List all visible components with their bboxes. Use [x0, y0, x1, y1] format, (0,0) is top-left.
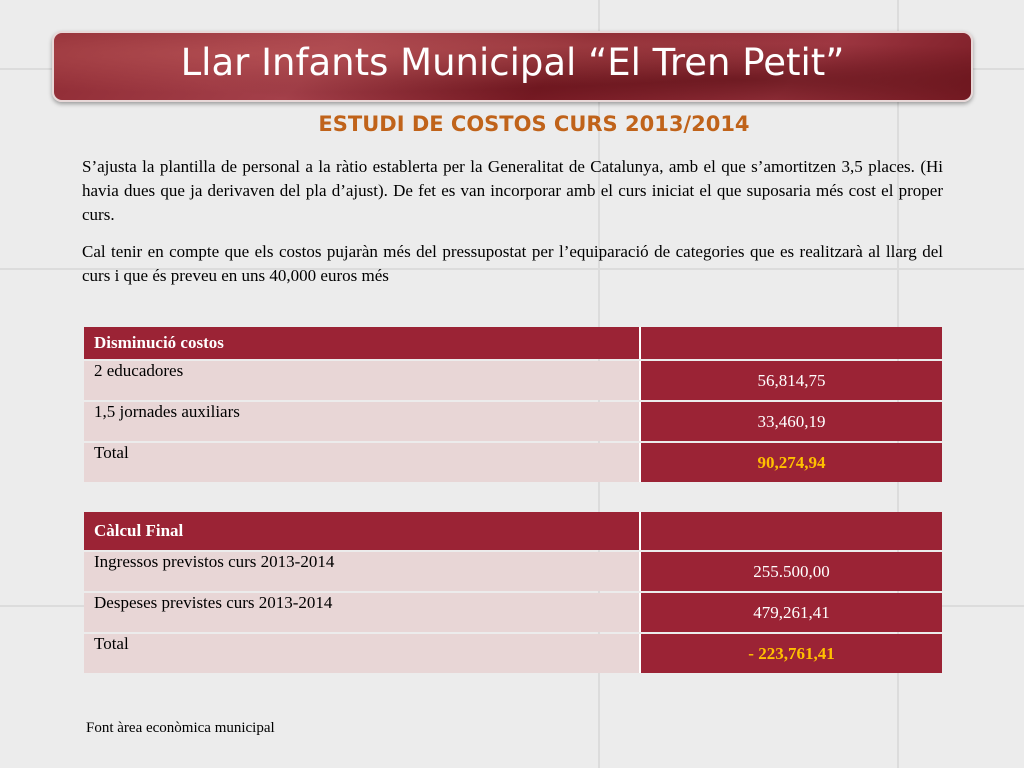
table-row [84, 593, 942, 632]
cost-reduction-table [84, 325, 942, 484]
row-label: 2 educadores [84, 361, 641, 400]
paragraph-staffing: S’ajusta la plantilla de personal a la ràtio establerta per la Generalitat de Catalunya, amb el que s’amortitzen 3,5 places. (Hi havia dues que ja derivaven del pla d’ajust). De fet es van incorporar amb el curs iniciat el que suposaria més cost el proper curs. [82, 157, 943, 224]
row-label: Despeses previstes curs 2013-2014 [84, 593, 641, 632]
table-row [84, 402, 942, 441]
row-label: Ingressos previstos curs 2013-2014 [84, 552, 641, 591]
row-value: 479,261,41 [641, 593, 942, 632]
table-row [84, 552, 942, 591]
table-total-row [84, 443, 942, 482]
table-header-row [84, 327, 942, 359]
row-label: 1,5 jornades auxiliars [84, 402, 641, 441]
row-value: 56,814,75 [641, 361, 942, 400]
slide-title: Llar Infants Municipal “El Tren Petit” [180, 41, 845, 84]
row-label: Total [84, 634, 641, 673]
row-value: 255.500,00 [641, 552, 942, 591]
table-header-label: Càlcul Final [84, 512, 641, 550]
table-row [84, 361, 942, 400]
table-total-row [84, 634, 942, 673]
total-value: 90,274,94 [641, 443, 942, 482]
table-header-label: Disminució costos [84, 327, 641, 359]
total-value: - 223,761,41 [641, 634, 942, 673]
row-label: Total [84, 443, 641, 482]
title-banner [52, 31, 973, 102]
paragraph-cost-increase: Cal tenir en compte que els costos pujaràn més del pressupostat per l’equiparació de categories que es realitzarà al llarg del curs i que és preveu en uns 40,000 euros més [82, 242, 943, 285]
table-header-value [641, 327, 942, 359]
row-value: 33,460,19 [641, 402, 942, 441]
final-calculation-table [84, 510, 942, 675]
slide-subtitle: ESTUDI DE COSTOS CURS 2013/2014 [318, 112, 750, 136]
table-header-row [84, 512, 942, 550]
source-note: Font àrea econòmica municipal [86, 720, 275, 736]
table-header-value [641, 512, 942, 550]
